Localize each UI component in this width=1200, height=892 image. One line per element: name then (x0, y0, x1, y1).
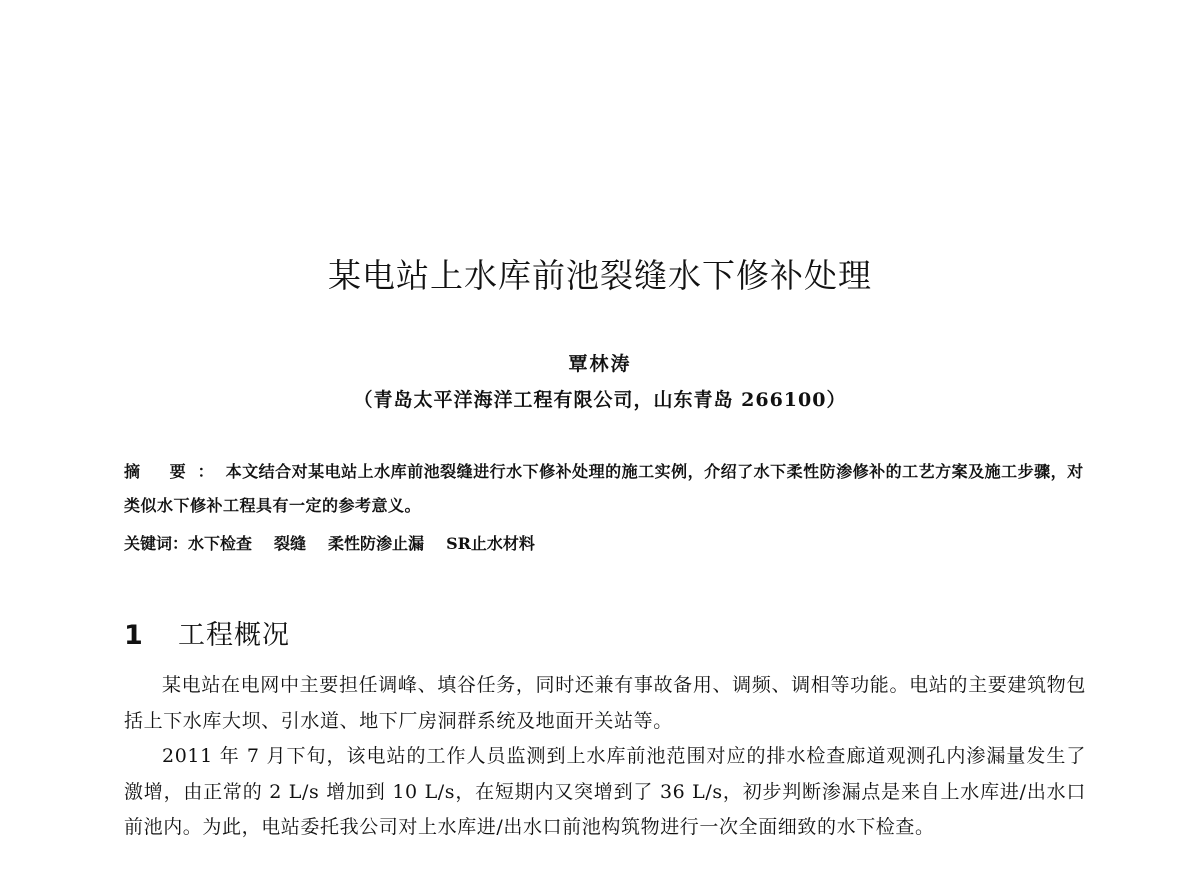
author-affiliation: （青岛太平洋海洋工程有限公司，山东青岛 266100） (353, 389, 847, 411)
section-body (124, 668, 1086, 846)
keywords-block (124, 527, 1086, 561)
abstract-label: 摘 要： (124, 462, 226, 481)
keywords-label: 关键词： (124, 534, 189, 553)
keyword-item: SR止水材料 (446, 534, 535, 553)
section-heading (124, 613, 290, 652)
section-number: 1 (124, 620, 144, 651)
paper-title: 某电站上水库前池裂缝水下修补处理 (328, 256, 872, 295)
body-paragraph: 某电站在电网中主要担任调峰、填谷任务，同时还兼有事故备用、调频、调相等功能。电站的主要建筑物包括上下水库大坝、引水道、地下厂房洞群系统及地面开关站等。 (124, 674, 1086, 732)
body-paragraph: 2011 年 7 月下旬，该电站的工作人员监测到上水库前池范围对应的排水检查廊道观测孔内渗漏量发生了激增，由正常的 2 L/s 增加到 10 L/s，在短期内又突增到了 36 L/s，初步判断渗漏点是来自上水库进/出水口前池内。为此，电站委托我公司对上水库进/出水口前池构筑物进行一次全面细致的水下检查。 (124, 745, 1086, 838)
author-name: 覃林涛 (568, 353, 632, 375)
keyword-item: 水下检查 (188, 534, 253, 553)
abstract-block (124, 455, 1086, 523)
abstract-text: 本文结合对某电站上水库前池裂缝进行水下修补处理的施工实例，介绍了水下柔性防渗修补的工艺方案及施工步骤，对类似水下修补工程具有一定的参考意义。 (124, 462, 1084, 515)
keyword-item: 裂缝 (274, 534, 307, 553)
keyword-item: 柔性防渗止漏 (328, 534, 425, 553)
section-title: 工程概况 (178, 620, 290, 651)
